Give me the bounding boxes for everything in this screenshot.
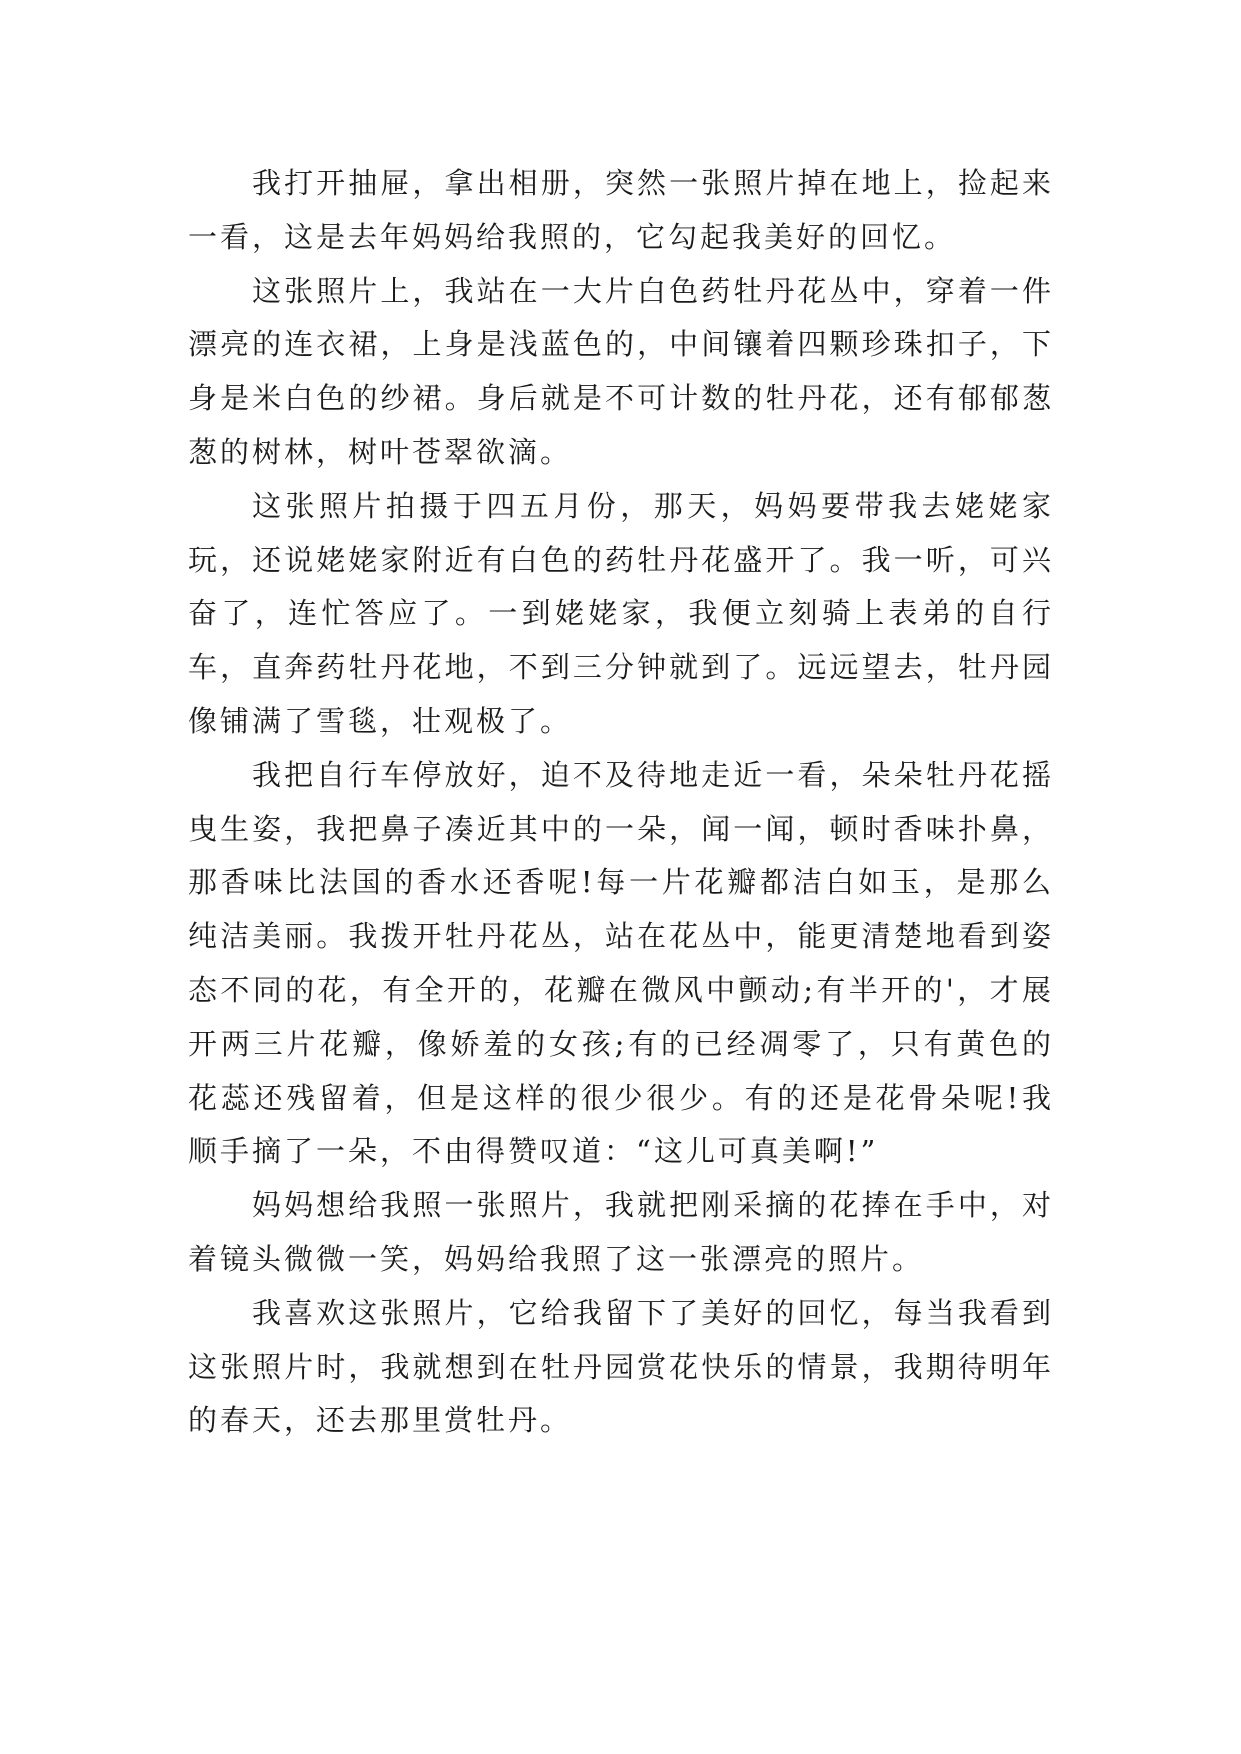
paragraph-2: 这张照片上，我站在一大片白色药牡丹花丛中，穿着一件漂亮的连衣裙，上身是浅蓝色的，中间镶着四颗珍珠扣子，下身是米白色的纱裙。身后就是不可计数的牡丹花，还有郁郁葱葱的树林，树叶苍翠欲滴。 <box>188 273 1054 469</box>
paragraph-3: 这张照片拍摄于四五月份，那天，妈妈要带我去姥姥家玩，还说姥姥家附近有白色的药牡丹花盛开了。我一听，可兴奋了，连忙答应了。一到姥姥家，我便立刻骑上表弟的自行车，直奔药牡丹花地，不到三分钟就到了。远远望去，牡丹园像铺满了雪毯，壮观极了。 <box>188 488 1054 738</box>
paragraph-1: 我打开抽屉，拿出相册，突然一张照片掉在地上，捡起来一看，这是去年妈妈给我照的，它勾起我美好的回忆。 <box>188 166 1054 254</box>
document-body <box>188 157 1054 1448</box>
paragraph-4: 我把自行车停放好，迫不及待地走近一看，朵朵牡丹花摇曳生姿，我把鼻子凑近其中的一朵，闻一闻，顿时香味扑鼻，那香味比法国的香水还香呢!每一片花瓣都洁白如玉，是那么纯洁美丽。我拨开牡丹花丛，站在花丛中，能更清楚地看到姿态不同的花，有全开的，花瓣在微风中颤动;有半开的'，才展开两三片花瓣，像娇羞的女孩;有的已经凋零了，只有黄色的花蕊还残留着，但是这样的很少很少。有的还是花骨朵呢!我顺手摘了一朵，不由得赞叹道：“这儿可真美啊!” <box>188 757 1054 1169</box>
paragraph-6: 我喜欢这张照片，它给我留下了美好的回忆，每当我看到这张照片时，我就想到在牡丹园赏花快乐的情景，我期待明年的春天，还去那里赏牡丹。 <box>188 1295 1054 1438</box>
paragraph-5: 妈妈想给我照一张照片，我就把刚采摘的花捧在手中，对着镜头微微一笑，妈妈给我照了这一张漂亮的照片。 <box>188 1188 1054 1276</box>
